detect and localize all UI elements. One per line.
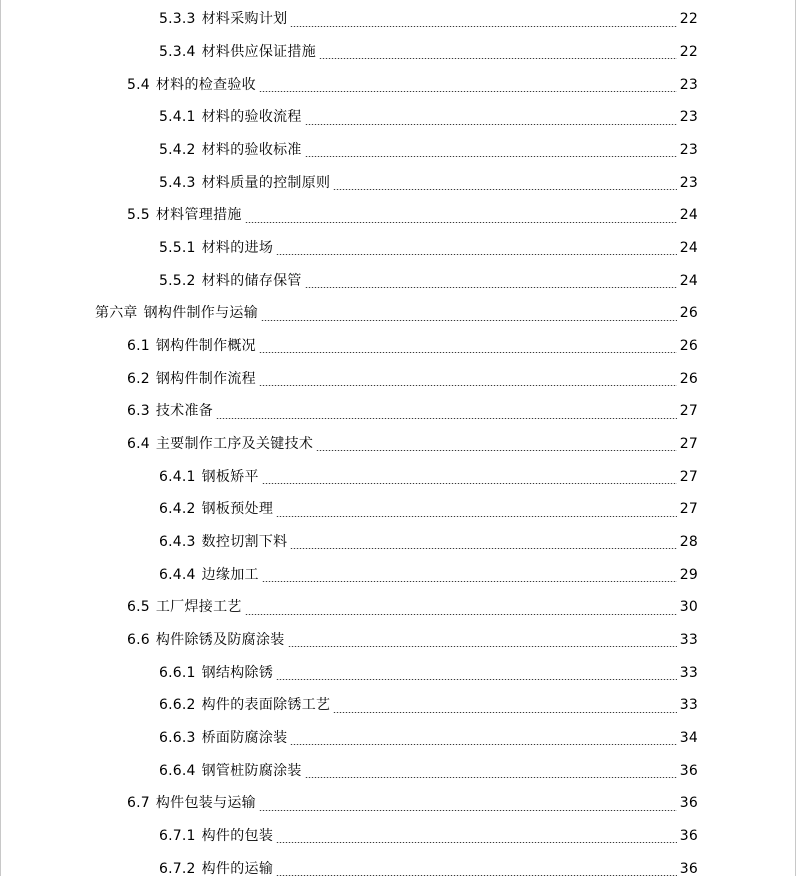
toc-entry-sub[interactable] (0, 754, 796, 787)
toc-entry-number: 6.3 (127, 403, 150, 420)
toc-entry-page-number: 27 (679, 468, 698, 485)
dot-leader (288, 646, 677, 647)
dot-leader (333, 189, 676, 190)
toc-entry-title: 钢结构除锈 (201, 664, 274, 681)
dot-leader (316, 450, 677, 451)
toc-entry-sub[interactable] (0, 656, 796, 689)
toc-entry-number: 6.4.3 (159, 534, 196, 551)
toc-entry-page-number: 24 (679, 207, 698, 224)
toc-entry-page-number: 23 (679, 174, 698, 191)
dot-leader (259, 810, 677, 811)
toc-entry-number: 6.4.4 (159, 566, 196, 583)
toc-entry-number: 6.4.2 (159, 501, 196, 518)
toc-entry-number: 5.4.3 (159, 174, 196, 191)
toc-entry-page-number: 22 (679, 44, 698, 60)
toc-entry-title: 构件的包装 (201, 828, 274, 845)
toc-entry-number: 6.7.1 (159, 828, 196, 845)
toc-entry-page-number: 23 (679, 109, 698, 126)
toc-entry-page-number: 36 (679, 860, 698, 877)
dot-leader (262, 483, 677, 484)
toc-entry-number: 5.4 (127, 76, 150, 93)
toc-entry-page-number: 36 (679, 828, 698, 845)
toc-entry-number: 6.5 (127, 599, 150, 616)
toc-entry-title: 数控切割下料 (201, 534, 288, 551)
toc-entry-page-number: 27 (679, 403, 698, 420)
toc-entry-title: 材料管理措施 (155, 207, 242, 224)
dot-leader (305, 124, 677, 125)
toc-entry-sub[interactable] (0, 722, 796, 755)
dot-leader (276, 516, 677, 517)
toc-entry-sub[interactable] (0, 3, 796, 36)
toc-entry-number: 6.7 (127, 795, 150, 812)
toc-entry-section[interactable] (0, 591, 796, 624)
toc-entry-page-number: 26 (679, 338, 698, 355)
toc-entry-sub[interactable] (0, 101, 796, 134)
toc-entry-section[interactable] (0, 428, 796, 461)
toc-entry-page-number: 27 (679, 501, 698, 518)
toc-entry-number: 5.3.3 (159, 11, 196, 28)
toc-entry-number: 5.3.4 (159, 44, 196, 60)
toc-entry-number: 6.6 (127, 632, 150, 649)
toc-entry-page-number: 28 (679, 534, 698, 551)
toc-entry-sub[interactable] (0, 264, 796, 297)
dot-leader (305, 156, 677, 157)
toc-entry-number: 6.2 (127, 370, 150, 387)
toc-entry-sub[interactable] (0, 852, 796, 885)
dot-leader (245, 222, 677, 223)
toc-entry-title: 技术准备 (155, 403, 214, 420)
toc-entry-title: 工厂焊接工艺 (155, 599, 242, 616)
toc-entry-section[interactable] (0, 395, 796, 428)
dot-leader (305, 777, 677, 778)
toc-entry-sub[interactable] (0, 36, 796, 69)
toc-entry-title: 钢构件制作概况 (155, 338, 256, 355)
toc-entry-sub[interactable] (0, 166, 796, 199)
dot-leader (259, 91, 677, 92)
toc-entry-section[interactable] (0, 199, 796, 232)
toc-entry-page-number: 27 (679, 436, 698, 453)
dot-leader (290, 548, 676, 549)
toc-entry-number: 5.5.2 (159, 272, 196, 289)
toc-entry-page-number: 33 (679, 697, 698, 714)
toc-entry-title: 构件的表面除锈工艺 (201, 697, 331, 714)
dot-leader (259, 385, 677, 386)
toc-entry-page-number: 34 (679, 730, 698, 747)
dot-leader (276, 254, 677, 255)
toc-entry-page-number: 33 (679, 664, 698, 681)
toc-entry-page-number: 36 (679, 795, 698, 812)
toc-entry-sub[interactable] (0, 526, 796, 559)
toc-entry-section[interactable] (0, 68, 796, 101)
toc-entry-title: 材料的储存保管 (201, 272, 302, 289)
dot-leader (276, 842, 677, 843)
dot-leader (319, 58, 677, 59)
toc-entry-sub[interactable] (0, 232, 796, 265)
toc-entry-title: 材料的检查验收 (155, 76, 256, 93)
toc-entry-sub[interactable] (0, 689, 796, 722)
toc-entry-number: 第六章 (95, 305, 138, 322)
toc-entry-title: 钢构件制作流程 (155, 370, 256, 387)
toc-entry-section[interactable] (0, 624, 796, 657)
toc-entry-page-number: 24 (679, 240, 698, 257)
toc-entry-page-number: 23 (679, 76, 698, 93)
toc-entry-title: 钢板矫平 (201, 468, 259, 485)
toc-entry-sub[interactable] (0, 460, 796, 493)
toc-entry-page-number: 29 (679, 566, 698, 583)
toc-entry-number: 5.4.1 (159, 109, 196, 126)
toc-entry-sub[interactable] (0, 558, 796, 591)
toc-entry-title: 主要制作工序及关键技术 (155, 436, 314, 453)
toc-entry-number: 6.6.1 (159, 664, 196, 681)
toc-entry-title: 构件的运输 (201, 860, 274, 877)
toc-entry-section[interactable] (0, 362, 796, 395)
dot-leader (333, 712, 676, 713)
toc-entry-sub[interactable] (0, 820, 796, 853)
dot-leader (262, 581, 677, 582)
toc-entry-page-number: 33 (679, 632, 698, 649)
toc-entry-sub[interactable] (0, 134, 796, 167)
toc-entry-number: 6.6.4 (159, 762, 196, 779)
toc-entry-number: 5.5 (127, 207, 150, 224)
toc-entry-number: 5.5.1 (159, 240, 196, 257)
toc-entry-title: 钢构件制作与运输 (143, 305, 259, 322)
toc-entry-page-number: 30 (679, 599, 698, 616)
toc-entry-number: 6.7.2 (159, 860, 196, 877)
toc-entry-chapter[interactable] (0, 297, 796, 330)
toc-entry-title: 钢板预处理 (201, 501, 274, 518)
toc-entry-number: 6.4.1 (159, 468, 196, 485)
toc-entry-title: 桥面防腐涂装 (201, 730, 288, 747)
dot-leader (245, 614, 677, 615)
toc-entry-section[interactable] (0, 330, 796, 363)
toc-entry-title: 材料供应保证措施 (201, 44, 317, 60)
toc-entry-title: 材料采购计划 (201, 11, 288, 28)
toc-entry-title: 材料的验收流程 (201, 109, 302, 126)
dot-leader (290, 744, 676, 745)
toc-entry-title: 边缘加工 (201, 566, 259, 583)
toc-entry-number: 6.6.2 (159, 697, 196, 714)
dot-leader (305, 287, 677, 288)
dot-leader (261, 320, 677, 321)
toc-entry-number: 6.6.3 (159, 730, 196, 747)
dot-leader (290, 26, 676, 27)
table-of-contents (0, 3, 796, 885)
toc-entry-title: 材料的进场 (201, 240, 274, 257)
dot-leader (259, 352, 677, 353)
dot-leader (216, 418, 677, 419)
dot-leader (276, 679, 677, 680)
toc-entry-page-number: 23 (679, 142, 698, 159)
toc-entry-title: 钢管桩防腐涂装 (201, 762, 302, 779)
toc-entry-page-number: 26 (679, 305, 698, 322)
toc-entry-number: 6.4 (127, 436, 150, 453)
toc-entry-title: 材料质量的控制原则 (201, 174, 331, 191)
toc-entry-page-number: 22 (679, 11, 698, 28)
toc-entry-page-number: 24 (679, 272, 698, 289)
toc-entry-sub[interactable] (0, 493, 796, 526)
toc-entry-number: 6.1 (127, 338, 150, 355)
toc-entry-section[interactable] (0, 787, 796, 820)
toc-entry-title: 材料的验收标准 (201, 142, 302, 159)
toc-entry-page-number: 26 (679, 370, 698, 387)
toc-entry-number: 5.4.2 (159, 142, 196, 159)
toc-entry-page-number: 36 (679, 762, 698, 779)
toc-entry-title: 构件除锈及防腐涂装 (155, 632, 285, 649)
toc-entry-title: 构件包装与运输 (155, 795, 256, 812)
